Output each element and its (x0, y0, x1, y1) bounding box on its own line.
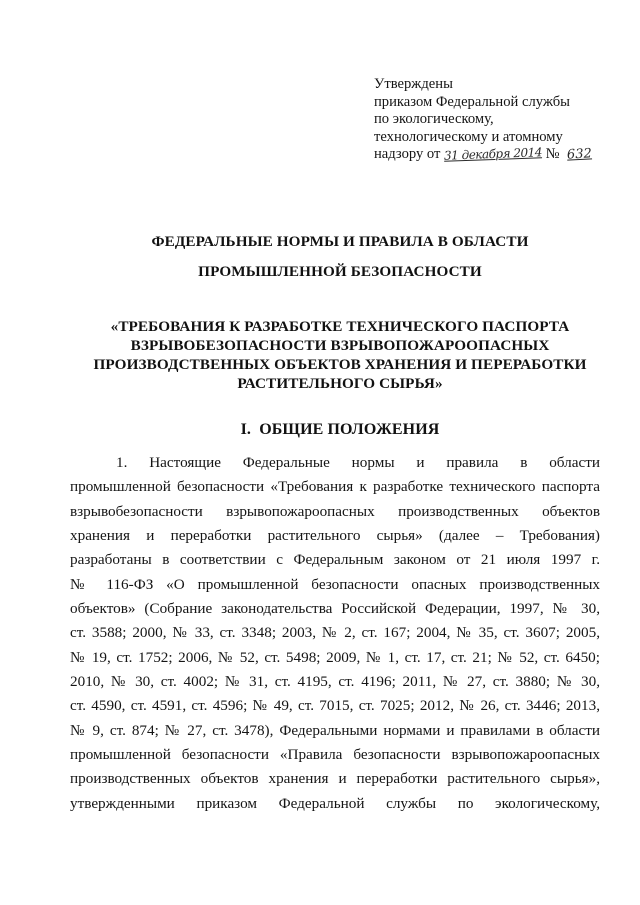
subtitle-line: ВЗРЫВОБЕЗОПАСНОСТИ ВЗРЫВОПОЖАРООПАСНЫХ (130, 337, 550, 354)
paragraph-word: нормы (351, 454, 395, 471)
paragraph-line: 2010, № 30, ст. 4002; № 31, ст. 4195, ст. 4196; 2011, № 27, ст. 3880; № 30, (70, 673, 600, 691)
paragraph-word: Федеральные (242, 454, 330, 471)
subtitle-line: «ТРЕБОВАНИЯ К РАЗРАБОТКЕ ТЕХНИЧЕСКОГО ПАСПОРТА (110, 318, 570, 335)
paragraph-line: № 116-ФЗ «О промышленной безопасности опасных производственных (70, 575, 600, 593)
paragraph-line: утвержденными приказом Федеральной службы по экологическому, (70, 794, 600, 812)
paragraph-1 (70, 451, 600, 816)
paragraph-first-line (70, 451, 600, 475)
paragraph-line: хранения и переработки растительного сырья» (далее – Требования) (70, 527, 600, 545)
paragraph-line: взрывобезопасности взрывопожароопасных производственных объектов (70, 502, 600, 520)
document-heading-line1: ФЕДЕРАЛЬНЫЕ НОРМЫ И ПРАВИЛА В ОБЛАСТИ (151, 233, 529, 250)
approval-line: по экологическому, (374, 111, 494, 127)
paragraph-line: ст. 4590, ст. 4591, ст. 4596; № 49, ст. 7015, ст. 7025; 2012, № 26, ст. 3446; 2013, (70, 697, 600, 715)
approval-block (374, 76, 614, 164)
document-heading-line2: ПРОМЫШЛЕННОЙ БЕЗОПАСНОСТИ (198, 263, 482, 280)
paragraph-word: Настоящие (149, 454, 221, 471)
approval-line: приказом Федеральной службы (374, 93, 570, 110)
paragraph-line: промышленной безопасности «Правила безопасности взрывопожароопасных (70, 746, 600, 764)
paragraph-number: 1. (116, 454, 128, 471)
paragraph-word: и (416, 454, 425, 471)
paragraph-word: в (520, 454, 528, 471)
handwritten-number: 632 (566, 146, 593, 163)
approval-line: надзору от (374, 146, 441, 162)
document-subtitle (70, 317, 610, 393)
approval-line: Утверждены (374, 76, 453, 92)
handwritten-date: 31 декабря 2014 (443, 145, 543, 163)
paragraph-line: № 19, ст. 1752; 2006, № 52, ст. 5498; 2009, № 1, ст. 17, ст. 21; № 52, ст. 6450; (70, 648, 600, 666)
paragraph-line: ст. 3588; 2000, № 33, ст. 3348; 2003, № 2, ст. 167; 2004, № 35, ст. 3607; 2005, (70, 624, 600, 642)
paragraph-line: № 9, ст. 874; № 27, ст. 3478), Федеральными нормами и правилами в области (70, 721, 600, 739)
approval-line: технологическому и атомному (374, 128, 563, 145)
paragraph-line: промышленной безопасности «Требования к разработке технического паспорта (70, 478, 600, 496)
paragraph-word: области (549, 454, 600, 471)
subtitle-line: ПРОИЗВОДСТВЕННЫХ ОБЪЕКТОВ ХРАНЕНИЯ И ПЕРЕРАБОТКИ (93, 356, 587, 373)
paragraph-line: разработаны в соответствии с Федеральным законом от 21 июля 1997 г. (70, 551, 600, 569)
paragraph-line: объектов» (Собрание законодательства Российской Федерации, 1997, № 30, (70, 600, 600, 618)
section-heading: I. ОБЩИЕ ПОЛОЖЕНИЯ (240, 421, 440, 438)
number-label: № (545, 146, 560, 162)
paragraph-word: правила (446, 454, 499, 471)
approval-date-line (374, 146, 614, 164)
subtitle-line: РАСТИТЕЛЬНОГО СЫРЬЯ» (237, 375, 443, 392)
paragraph-line: производственных объектов хранения и переработки растительного сырья», (70, 770, 600, 788)
